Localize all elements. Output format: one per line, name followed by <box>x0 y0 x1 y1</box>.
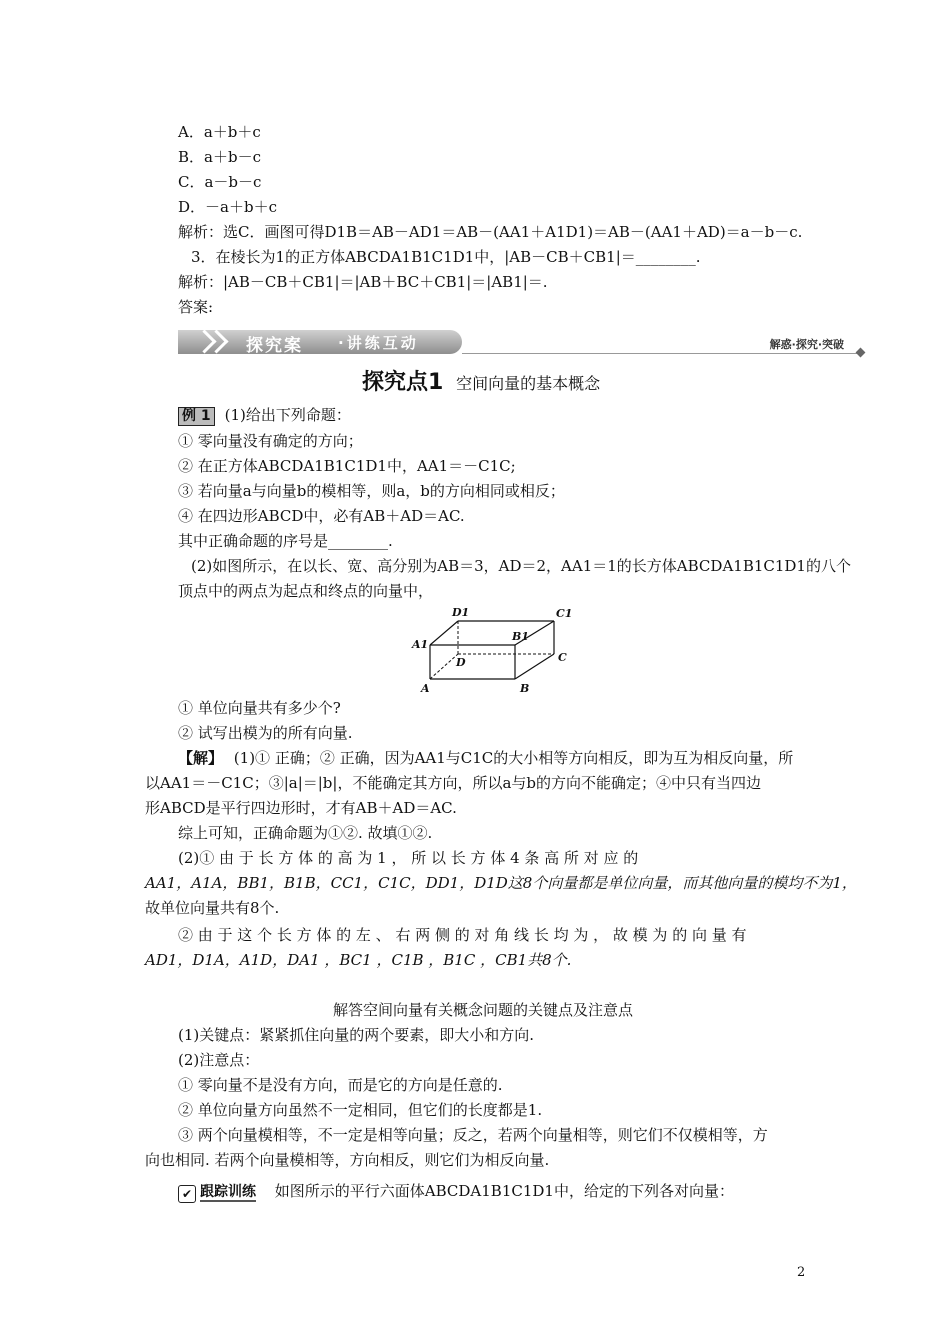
solution-label: 【解】 <box>178 749 224 767</box>
tips-title: 解答空间向量有关概念问题的关键点及注意点 <box>333 1001 634 1019</box>
example-item-3: ③ 若向量a与向量b的模相等，则a，b的方向相同或相反； <box>178 482 565 500</box>
banner-bar <box>178 330 462 354</box>
solution-p2-line3: 故单位向量共有8个. <box>145 899 280 917</box>
section-banner <box>178 330 866 356</box>
example-prompt: 其中正确命题的序号是________. <box>178 532 393 550</box>
answer-label: 答案: <box>178 298 214 316</box>
follow-text: 如图所示的平行六面体ABCDA1B1C1D1中，给定的下列各对向量： <box>274 1182 734 1200</box>
label-b: B <box>520 682 530 695</box>
solution-p1-line3: 形ABCD是平行四边形时，才有AB＋AD＝AC. <box>145 799 457 817</box>
option-a: A．a＋b＋c <box>178 123 261 141</box>
solution-line-1 <box>178 747 793 769</box>
option-b: B．a＋b－c <box>178 148 261 166</box>
example-item-4: ④ 在四边形ABCD中，必有AB＋AD＝AC. <box>178 507 465 525</box>
label-c1: C1 <box>556 607 573 620</box>
option-c: C．a－b－c <box>178 173 262 191</box>
example-intro-line <box>178 404 351 426</box>
label-d: D <box>456 656 466 669</box>
banner-rule <box>462 353 858 354</box>
banner-right-text: 解惑·探究·突破 <box>769 338 844 351</box>
cuboid-figure <box>408 604 578 696</box>
question-3: 3．在棱长为1的正方体ABCDA1B1C1D1中，|AB－CB＋CB1|＝________. <box>191 248 701 266</box>
analysis-1: 解析：选C．画图可得D1B＝AB－AD1＝AB－(AA1＋A1D1)＝AB－(AA1＋AD)＝a－b－c. <box>178 223 803 241</box>
section-subtitle: 空间向量的基本概念 <box>456 374 601 393</box>
example-part2-line2: 顶点中的两点为起点和终点的向量中， <box>178 582 434 600</box>
tips-note-2: ② 单位向量方向虽然不一定相同，但它们的长度都是1. <box>178 1101 543 1119</box>
section-title: 探究点1 <box>362 370 444 395</box>
solution-p2-line1: (2)① 由 于 长 方 体 的 高 为 1 ， 所 以 长 方 体 4 条 高 所 对 应 的 <box>178 849 639 867</box>
example-item-2: ② 在正方体ABCDA1B1C1D1中，AA1＝－C1C; <box>178 457 516 475</box>
solution-p3-line1: ② 由 于 这 个 长 方 体 的 左 、 右 两 侧 的 对 角 线 长 均 为 ， 故 模 为 的 向 量 有 <box>178 926 747 944</box>
section-heading <box>362 368 600 399</box>
example-tag: 例 1 <box>178 407 215 426</box>
diamond-icon <box>856 348 866 358</box>
tips-note-3-line1: ③ 两个向量模相等，不一定是相等向量；反之，若两个向量相等，则它们不仅模相等，方 <box>178 1126 768 1144</box>
tips-key: (1)关键点：紧紧抓住向量的两个要素，即大小和方向. <box>178 1026 535 1044</box>
follow-label: 跟踪训练 <box>200 1184 256 1200</box>
label-b1: B1 <box>512 630 529 643</box>
label-d1: D1 <box>452 606 470 619</box>
page-number: 2 <box>797 1265 806 1280</box>
example-intro: (1)给出下列命题： <box>224 406 351 424</box>
example-q2: ② 试写出模为的所有向量. <box>178 724 353 742</box>
label-a1: A1 <box>412 638 429 651</box>
label-c: C <box>558 651 567 664</box>
option-d: D．－a＋b＋c <box>178 198 277 216</box>
tips-note: (2)注意点： <box>178 1051 260 1069</box>
solution-p1-line1: (1)① 正确；② 正确，因为AA1与C1C的大小相等方向相反，即为互为相反向量，所 <box>233 749 794 767</box>
banner-title: 探究案 <box>246 336 303 356</box>
checkmark-icon: ✔ <box>178 1185 196 1203</box>
solution-p3-line2: AD1，D1A，A1D，DA1 ，BC1 ，C1B ，B1C ，CB1共8个. <box>145 951 572 969</box>
solution-p2-line2: AA1，A1A，BB1，B1B，CC1，C1C，DD1，D1D这8个向量都是单位向量，而其他向量的模均不为1， <box>145 874 857 892</box>
label-a: A <box>421 682 430 695</box>
solution-p1-line2: 以AA1＝－C1C；③|a|＝|b|，不能确定其方向，所以a与b的方向不能确定；④中只有当四边 <box>145 774 762 792</box>
solution-summary: 综上可知，正确命题为①②. 故填①②. <box>178 824 433 842</box>
follow-line <box>178 1180 734 1203</box>
tips-note-3-line2: 向也相同. 若两个向量模相等，方向相反，则它们为相反向量. <box>145 1151 550 1169</box>
analysis-3: 解析：|AB－CB＋CB1|＝|AB＋BC＋CB1|＝|AB1|＝. <box>178 273 548 291</box>
tips-note-1: ① 零向量不是没有方向，而是它的方向是任意的. <box>178 1076 503 1094</box>
example-q1: ① 单位向量共有多少个? <box>178 699 341 717</box>
example-part2-line1: (2)如图所示，在以长、宽、高分别为AB＝3，AD＝2，AA1＝1的长方体ABCDA1B1C1D1的八个 <box>191 557 851 575</box>
example-item-1: ① 零向量没有确定的方向； <box>178 432 363 450</box>
banner-subtitle: ·讲练互动 <box>338 334 419 352</box>
